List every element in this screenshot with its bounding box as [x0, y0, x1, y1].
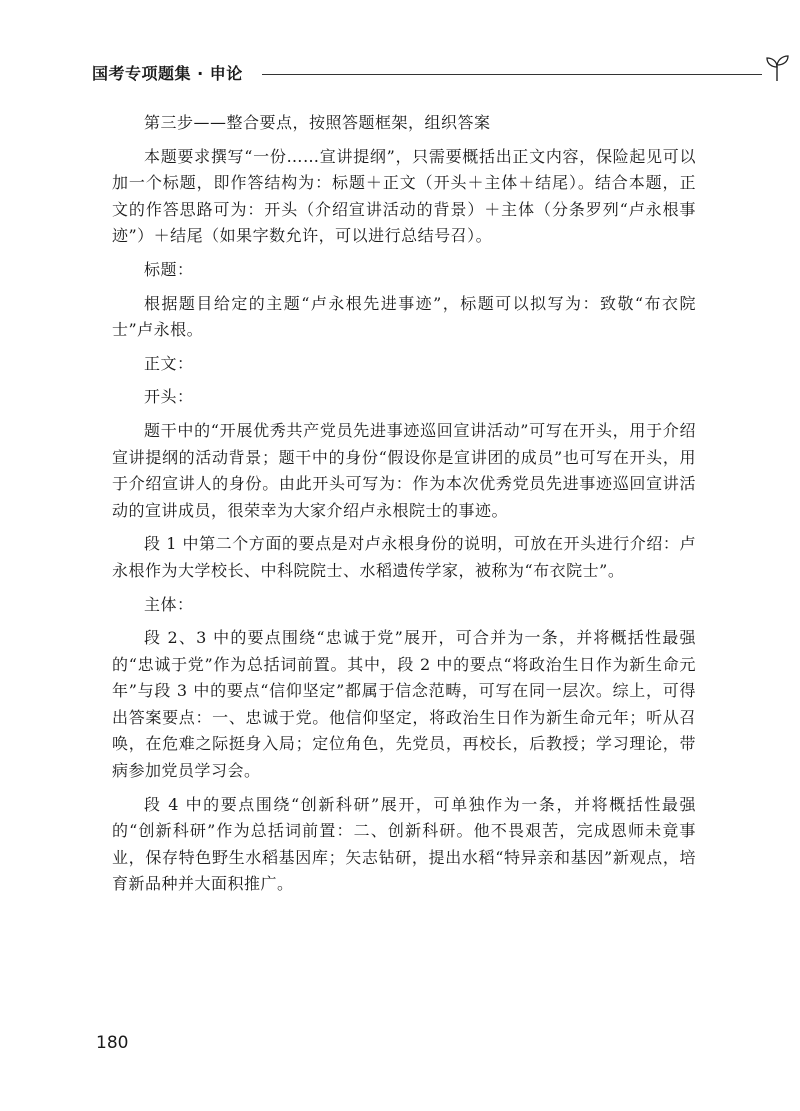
running-header	[92, 62, 712, 86]
label-title: 标题：	[144, 259, 194, 279]
label-opening: 开头：	[144, 387, 194, 407]
document-body	[112, 110, 696, 898]
page-number: 180	[96, 1033, 129, 1053]
paragraph-answer-structure: 本题要求撰写“一份……宣讲提纲”，只需要概括出正文内容，保险起见可以加一个标题，即作答结构为：标题＋正文（开头＋主体＋结尾）。结合本题，正文的作答思路可为：开头（介绍宣讲活动的背景）＋主体（分条罗列“卢永根事迹”）＋结尾（如果字数允许，可以进行总结号召）。	[112, 146, 696, 246]
label-main: 主体：	[144, 594, 194, 614]
header-rule	[262, 74, 762, 75]
label-body: 正文：	[144, 353, 194, 373]
paragraph-main-loyalty: 段 2、3 中的要点围绕“忠诚于党”展开，可合并为一条，并将概括性最强的“忠诚于党”作为总括词前置。其中，段 2 中的要点“将政治生日作为新生命元年”与段 3 中的要点“信仰坚定”都属于信念范畴，可写在同一层次。综上，可得出答案要点：一、忠诚于党。他信仰坚定，将政治生日作为新生命元年；听从召唤，在危难之际挺身入局；定位角色，先党员，再校长，后教授；学习理论，带病参加党员学习会。	[112, 628, 696, 781]
paragraph-main-research: 段 4 中的要点围绕“创新科研”展开，可单独作为一条，并将概括性最强的“创新科研”作为总括词前置：二、创新科研。他不畏艰苦，完成恩师未竟事业，保存特色野生水稻基因库；矢志钻研，提出水稻“特异亲和基因”新观点，培育新品种并大面积推广。	[112, 794, 696, 894]
paragraph-opening-identity: 段 1 中第二个方面的要点是对卢永根身份的说明，可放在开头进行介绍：卢永根作为大学校长、中科院院士、水稻遗传学家，被称为“布衣院士”。	[112, 534, 696, 580]
sprout-icon	[764, 54, 790, 82]
header-title: 国考专项题集 · 申论	[92, 64, 243, 83]
paragraph-opening-background: 题干中的“开展优秀共产党员先进事迹巡回宣讲活动”可写在开头，用于介绍宣讲提纲的活动背景；题干中的身份“假设你是宣讲团的成员”也可写在开头，用于介绍宣讲人的身份。由此开头可写为：作为本次优秀党员先进事迹巡回宣讲活动的宣讲成员，很荣幸为大家介绍卢永根院士的事迹。	[112, 420, 696, 520]
step-title: 第三步——整合要点，按照答题框架，组织答案	[144, 113, 491, 132]
paragraph-title: 根据题目给定的主题“卢永根先进事迹”，标题可以拟写为：致敬“布衣院士”卢永根。	[112, 293, 696, 340]
